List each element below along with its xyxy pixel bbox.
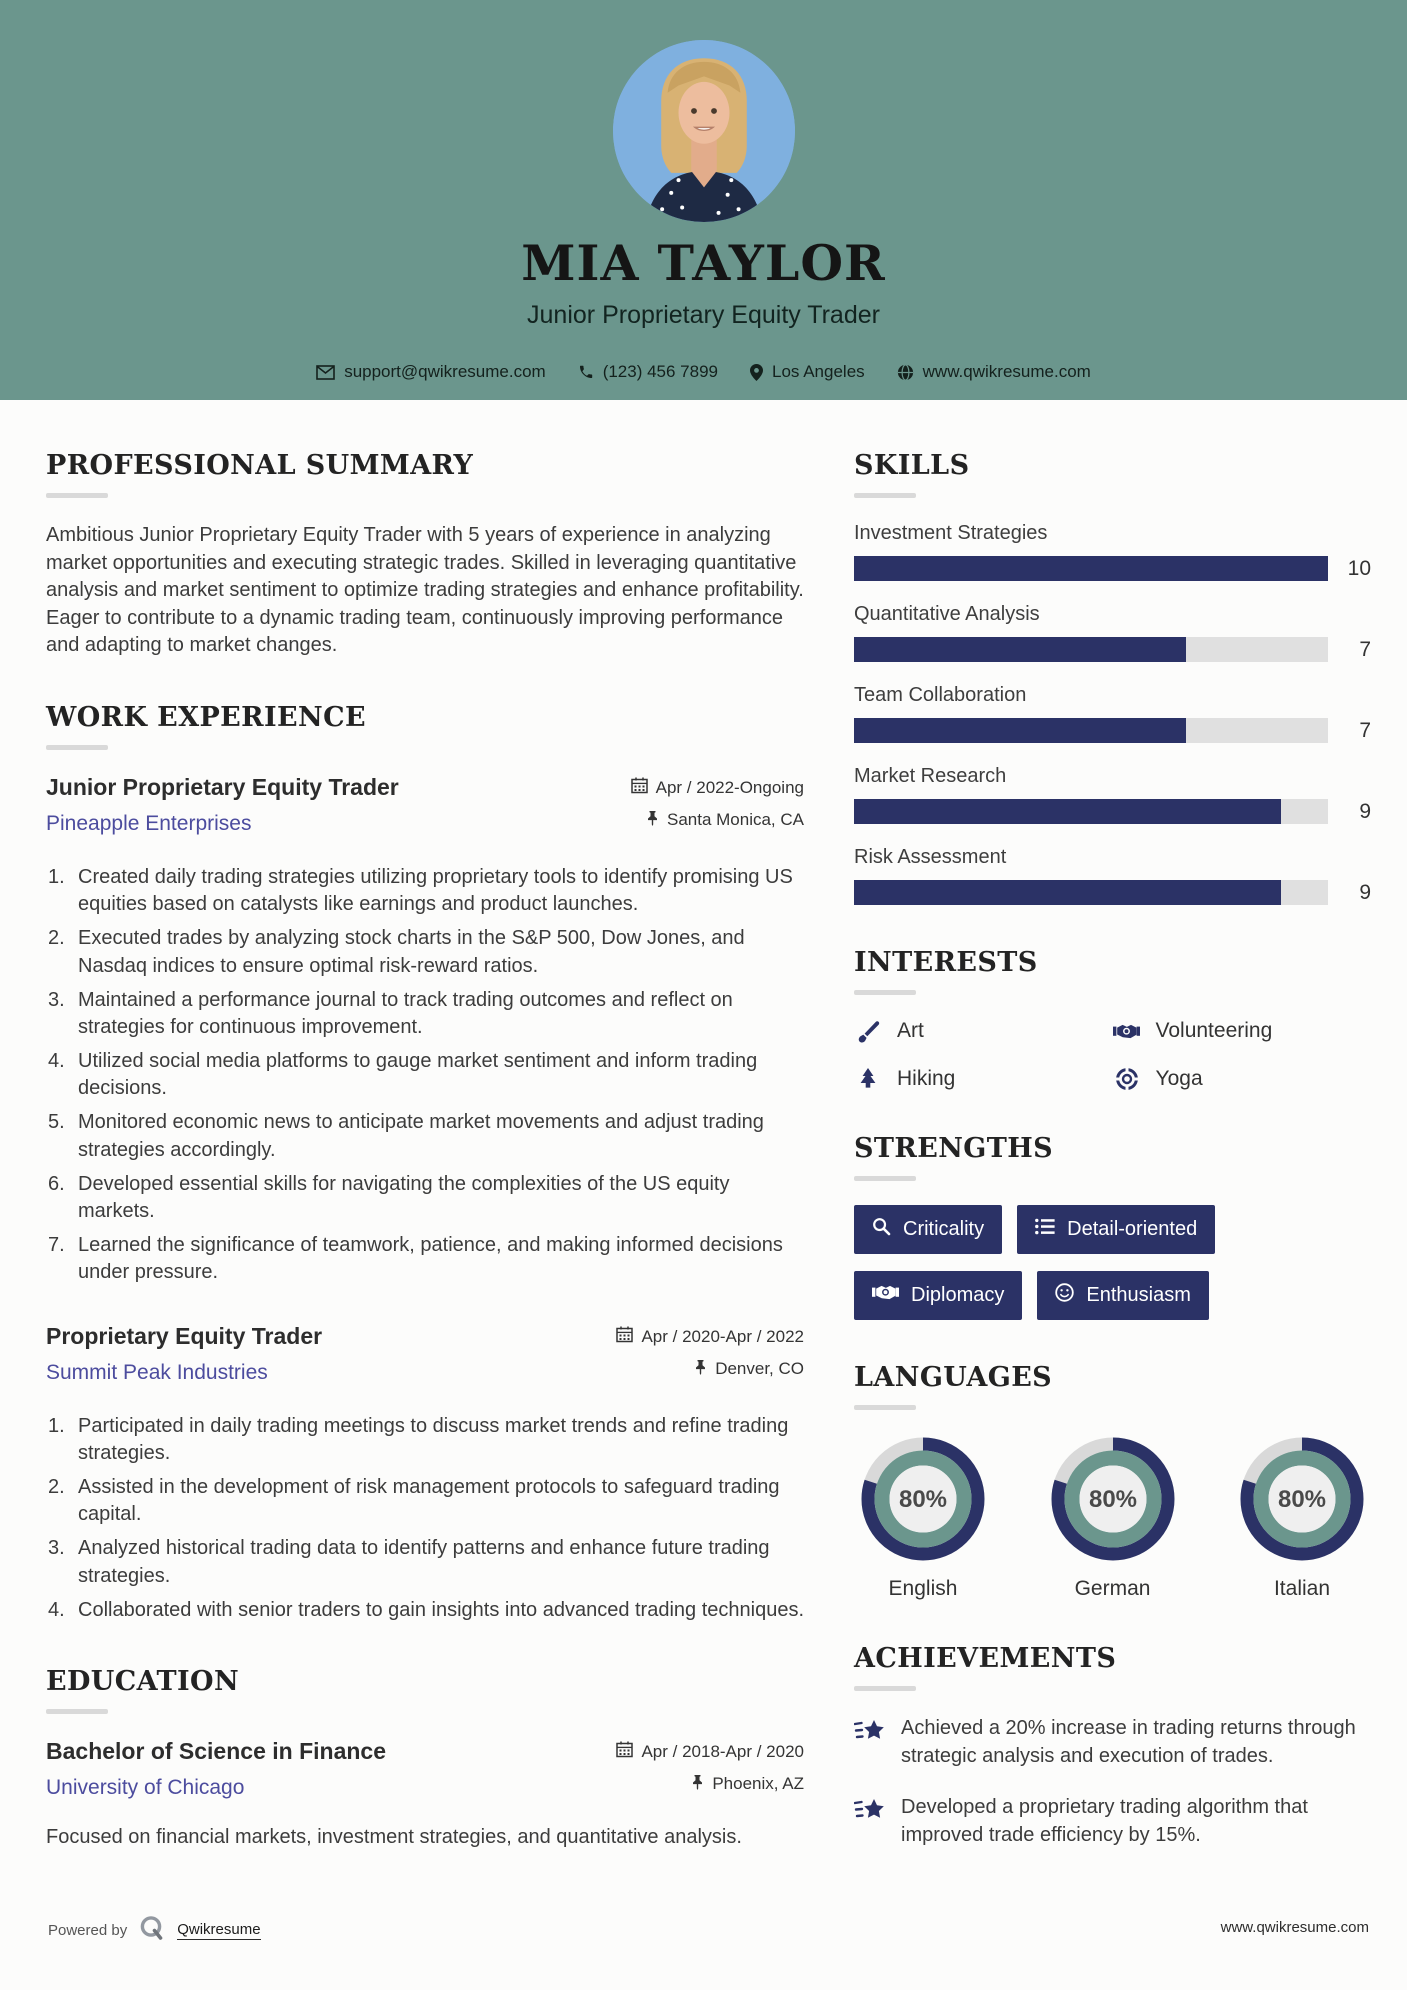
section-interests (854, 947, 1371, 1091)
skill-bar-fill (854, 637, 1186, 662)
section-heading: WORK EXPERIENCE (46, 701, 366, 733)
job-company-link[interactable]: Pineapple Enterprises (46, 811, 252, 835)
skill-bar-track (854, 556, 1328, 581)
section-heading: SKILLS (854, 450, 970, 481)
job-bullet: Collaborated with senior traders to gain insights into advanced trading techniques. (78, 1598, 804, 1621)
skill-bar-track (854, 637, 1328, 662)
skill-item: Team Collaboration 7 (854, 684, 1371, 742)
content (0, 400, 1407, 1894)
interest-item: Volunteering (1113, 1019, 1372, 1043)
contact-email[interactable]: support@qwikresume.com (316, 362, 546, 382)
job-bullet: Assisted in the development of risk management protocols to safeguard trading capital. (78, 1475, 780, 1526)
job-bullet: Monitored economic news to anticipate market movements and adjust trading strategies accordingly. (78, 1111, 764, 1161)
skill-item: Risk Assessment 9 (854, 846, 1371, 904)
strength-badge: Diplomacy (854, 1271, 1022, 1320)
section-divider (46, 493, 108, 498)
education-location: Phoenix, AZ (712, 1774, 804, 1794)
globe-icon (897, 364, 914, 381)
job-bullet-list (46, 1413, 804, 1624)
section-strengths (854, 1133, 1371, 1320)
education-dates: Apr / 2018-Apr / 2020 (641, 1741, 804, 1761)
candidate-title: Junior Proprietary Equity Trader (527, 301, 880, 329)
handshake-icon (872, 1284, 899, 1307)
section-heading: STRENGTHS (854, 1133, 1054, 1164)
envelope-icon (316, 365, 335, 380)
job-bullet: Learned the significance of teamwork, patience, and making informed decisions under pressure. (78, 1234, 783, 1284)
shooting-star-icon (854, 1794, 886, 1849)
job-bullet: Utilized social media platforms to gauge market sentiment and inform trading decisions. (78, 1050, 758, 1100)
pushpin-icon (646, 810, 659, 831)
skill-bar-fill (854, 799, 1281, 824)
strength-badge: Enthusiasm (1037, 1271, 1209, 1320)
job-entry (46, 774, 804, 1287)
job-bullet: Participated in daily trading meetings to discuss market trends and refine trading strategies. (78, 1414, 789, 1464)
skill-value: 9 (1359, 880, 1371, 904)
location-pin-icon (750, 364, 763, 381)
shooting-star-icon (854, 1715, 886, 1770)
job-company-link[interactable]: Summit Peak Industries (46, 1360, 268, 1384)
profile-photo (613, 40, 795, 222)
calendar-icon (616, 1326, 633, 1348)
list-icon (1035, 1218, 1055, 1241)
qwikresume-logo (138, 1914, 166, 1946)
pine-tree-icon (854, 1068, 882, 1091)
contact-website[interactable]: www.qwikresume.com (897, 362, 1091, 382)
language-label: English (888, 1577, 958, 1600)
section-heading: LANGUAGES (854, 1362, 1053, 1393)
section-divider (854, 1176, 916, 1181)
job-location: Santa Monica, CA (666, 810, 804, 830)
school-link[interactable]: University of Chicago (46, 1775, 245, 1799)
section-divider (854, 493, 916, 498)
skill-item: Investment Strategies 10 (854, 522, 1371, 580)
skill-value: 10 (1347, 556, 1371, 580)
achievement-item: Developed a proprietary trading algorithm that improved trade efficiency by 15%. (854, 1794, 1371, 1849)
achievement-item: Achieved a 20% increase in trading returns through strategic analysis and execution of trades. (854, 1715, 1371, 1770)
job-dates: Apr / 2020-Apr / 2022 (641, 1326, 804, 1346)
footer-website: www.qwikresume.com (1220, 1919, 1369, 1936)
skill-bar-fill (854, 556, 1328, 581)
language-donut-chart (1239, 1436, 1365, 1562)
skill-value: 7 (1359, 637, 1371, 661)
education-description: Focused on financial markets, investment strategies, and quantitative analysis. (46, 1825, 742, 1848)
pushpin-icon (691, 1774, 704, 1795)
language-item (1239, 1436, 1365, 1601)
phone-icon (578, 364, 594, 380)
summary-text: Ambitious Junior Proprietary Equity Trader with 5 years of experience in analyzing market opportunities and executing strategic trades. Skilled in leveraging quantitative analysis and market sentiment to optimize trading strategies and enhance profitability. Eager to contribute to a dynamic trading team, continuously improving performance and adapting to market changes. (46, 524, 804, 657)
job-bullet: Maintained a performance journal to track trading outcomes and reflect on strategies for continuous improvement. (78, 988, 733, 1038)
svg-text:80%: 80% (1088, 1486, 1137, 1513)
pushpin-icon (694, 1359, 707, 1380)
job-meta (631, 774, 804, 842)
section-heading: ACHIEVEMENTS (854, 1643, 1117, 1674)
language-donut-chart (860, 1436, 986, 1562)
interest-item: Art (854, 1019, 1113, 1043)
left-column (46, 450, 804, 1894)
skill-value: 7 (1359, 718, 1371, 742)
job-bullet: Analyzed historical trading data to identify patterns and enhance future trading strategies. (78, 1537, 770, 1587)
section-education (46, 1666, 804, 1852)
job-title: Junior Proprietary Equity Trader (46, 773, 399, 800)
strength-badge: Detail-oriented (1017, 1205, 1215, 1254)
svg-text:80%: 80% (1277, 1486, 1327, 1513)
skill-item: Market Research 9 (854, 765, 1371, 823)
skill-value: 9 (1359, 799, 1371, 823)
paintbrush-icon (854, 1020, 882, 1043)
job-bullet: Developed essential skills for navigating the complexities of the US equity markets. (78, 1172, 730, 1223)
contact-phone[interactable]: (123) 456 7899 (578, 362, 718, 382)
skill-bar-fill (854, 718, 1186, 743)
right-column (854, 450, 1371, 1894)
section-work-experience (46, 702, 804, 1624)
skill-bar-track (854, 880, 1328, 905)
section-skills (854, 450, 1371, 905)
section-divider (854, 1405, 916, 1410)
language-label: German (1074, 1577, 1151, 1600)
smiley-icon (1055, 1283, 1074, 1308)
interest-item: Hiking (854, 1067, 1113, 1091)
section-heading: EDUCATION (46, 1665, 240, 1697)
job-meta (616, 1323, 804, 1391)
language-item (1050, 1436, 1176, 1601)
section-divider (46, 745, 108, 750)
job-entry (46, 1323, 804, 1624)
language-label: Italian (1273, 1577, 1331, 1600)
job-dates: Apr / 2022-Ongoing (655, 777, 804, 797)
skill-bar-fill (854, 880, 1281, 905)
section-divider (854, 1686, 916, 1691)
section-heading: PROFESSIONAL SUMMARY (46, 450, 474, 481)
section-professional-summary (46, 450, 804, 660)
wheel-icon (1113, 1068, 1141, 1090)
calendar-icon (616, 1741, 633, 1763)
qwikresume-link[interactable]: Qwikresume (177, 1920, 261, 1938)
interest-item: Yoga (1113, 1067, 1372, 1091)
section-divider (854, 990, 916, 995)
section-achievements (854, 1643, 1371, 1849)
section-divider (46, 1709, 108, 1714)
job-bullet: Executed trades by analyzing stock charts in the S&P 500, Dow Jones, and Nasdaq indices to ensure optimal risk-reward ratios. (78, 927, 745, 977)
person-portrait-illustration (613, 40, 795, 222)
skill-bar-track (854, 799, 1328, 824)
search-icon (872, 1217, 891, 1242)
job-title: Proprietary Equity Trader (46, 1322, 323, 1349)
powered-by: Powered by Qwikresume (48, 1914, 261, 1946)
job-bullet-list (46, 864, 804, 1287)
skill-item: Quantitative Analysis 7 (854, 603, 1371, 661)
section-heading: INTERESTS (854, 947, 1038, 978)
svg-text:80%: 80% (898, 1486, 948, 1513)
strength-badge: Criticality (854, 1205, 1002, 1254)
language-donut-chart (1050, 1436, 1176, 1562)
language-item (860, 1436, 986, 1601)
degree-title: Bachelor of Science in Finance (46, 1737, 386, 1764)
header (0, 0, 1407, 400)
contact-bar (0, 362, 1407, 382)
calendar-icon (631, 777, 648, 799)
handshake-icon (1113, 1023, 1141, 1040)
job-location: Denver, CO (715, 1359, 804, 1379)
education-meta (616, 1738, 804, 1806)
skill-bar-track (854, 718, 1328, 743)
job-bullet: Created daily trading strategies utilizing proprietary tools to identify promising US equities based on catalysts like earnings and product launches. (78, 865, 793, 916)
section-languages (854, 1362, 1371, 1601)
contact-location: Los Angeles (750, 362, 865, 382)
candidate-name: MIA TAYLOR (521, 234, 886, 292)
